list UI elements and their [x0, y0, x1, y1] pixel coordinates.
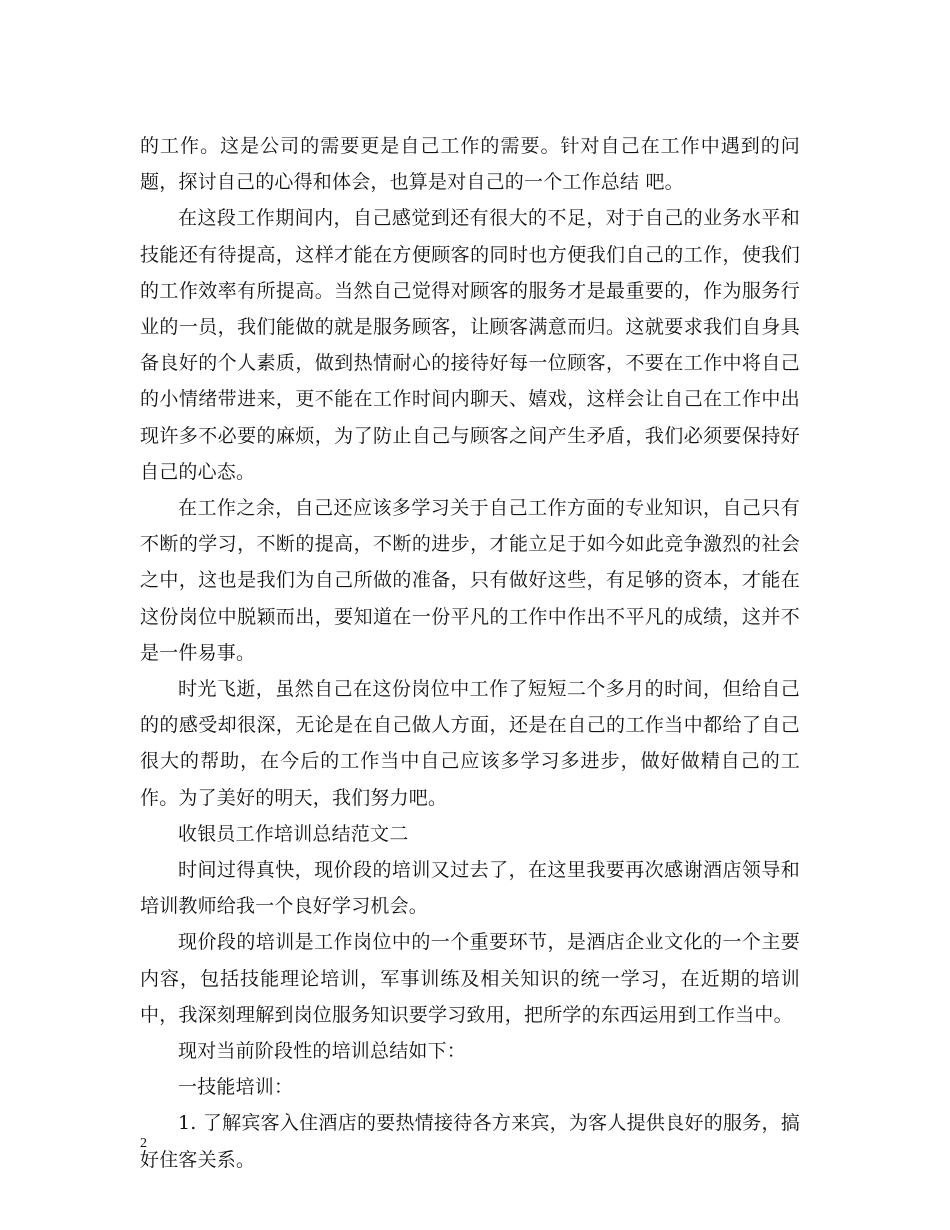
- list-item: 1. 了解宾客入住酒店的要热情接待各方来宾，为客人提供良好的服务，搞好住客关系。: [140, 1112, 800, 1171]
- section-heading: 收银员工作培训总结范文二: [178, 822, 409, 845]
- document-body: [140, 128, 800, 1178]
- page-number: 2: [140, 1136, 147, 1151]
- paragraph: 现价段的培训是工作岗位中的一个重要环节，是酒店企业文化的一个主要内容，包括技能理论培训，军事训练及相关知识的统一学习，在近期的培训中，我深刻理解到岗位服务知识要学习致用，把所学的东西运用到工作当中。: [140, 931, 800, 1026]
- paragraph: 在工作之余，自己还应该多学习关于自己工作方面的专业知识，自己只有不断的学习，不断的提高，不断的进步，才能立足于如今如此竞争激烈的社会之中，这也是我们为自己所做的准备，只有做好这些，有足够的资本，才能在这份岗位中脱颖而出，要知道在一份平凡的工作中作出不平凡的成绩，这并不是一件易事。: [140, 497, 800, 664]
- paragraph: 在这段工作期间内，自己感觉到还有很大的不足，对于自己的业务水平和技能还有待提高，这样才能在方便顾客的同时也方便我们自己的工作，使我们的工作效率有所提高。当然自己觉得对顾客的服务才是最重要的，作为服务行业的一员，我们能做的就是服务顾客，让顾客满意而归。这就要求我们自身具备良好的个人素质，做到热情耐心的接待好每一位顾客，不要在工作中将自己的小情绪带进来，更不能在工作时间内聊天、嬉戏，这样会让自己在工作中出现许多不必要的麻烦，为了防止自己与顾客之间产生矛盾，我们必须要保持好自己的心态。: [140, 207, 800, 483]
- subheading: 一技能培训：: [178, 1076, 294, 1099]
- paragraph: 的工作。这是公司的需要更是自己工作的需要。针对自己在工作中遇到的问题，探讨自己的心得和体会，也算是对自己的一个工作总结 吧。: [140, 135, 800, 194]
- paragraph: 时间过得真快，现价段的培训又过去了，在这里我要再次感谢酒店领导和培训教师给我一个良好学习机会。: [140, 859, 800, 918]
- paragraph: 时光飞逝，虽然自己在这份岗位中工作了短短二个多月的时间，但给自己的的感受却很深，无论是在自己做人方面，还是在自己的工作当中都给了自己很大的帮助，在今后的工作当中自己应该多学习多进步，做好做精自己的工作。为了美好的明天，我们努力吧。: [140, 678, 800, 809]
- paragraph: 现对当前阶段性的培训总结如下：: [178, 1040, 467, 1063]
